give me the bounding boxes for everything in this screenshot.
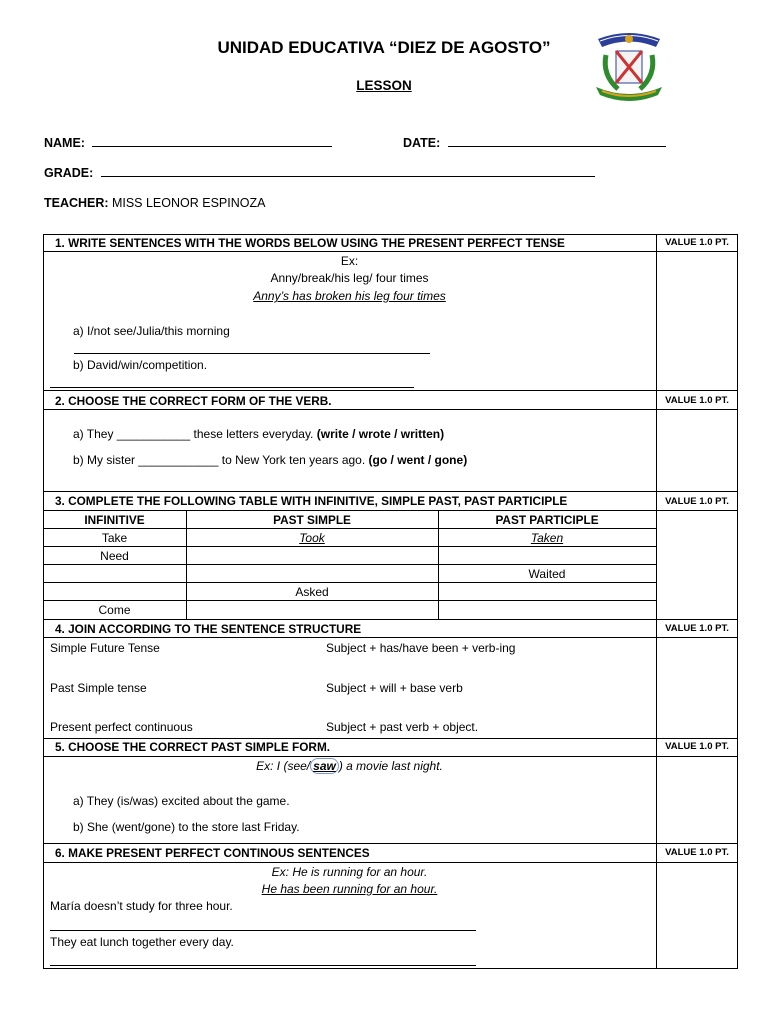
- col-past-participle: PAST PARTICIPLE: [495, 513, 599, 527]
- s5-example-pre: Ex: I (see/: [256, 759, 311, 773]
- section-6-heading: 6. MAKE PRESENT PERFECT CONTINOUS SENTENCES: [55, 846, 370, 860]
- s6-question-2: They eat lunch together every day.: [50, 935, 234, 949]
- s6-answer-line-1[interactable]: [50, 918, 476, 931]
- s1-answer-line-b[interactable]: [50, 375, 414, 388]
- value-label-6: VALUE 1.0 PT.: [665, 847, 729, 858]
- s2-item-b-options: (go / went / gone): [368, 453, 468, 467]
- value-label-3: VALUE 1.0 PT.: [665, 496, 729, 507]
- grade-field[interactable]: [44, 165, 595, 180]
- s1-answer-line-a[interactable]: [74, 341, 430, 354]
- section-5-heading: 5. CHOOSE THE CORRECT PAST SIMPLE FORM.: [55, 740, 331, 754]
- s5-item-b: b) She (went/gone) to the store last Friday.: [73, 820, 300, 834]
- s2-item-b: [73, 453, 467, 467]
- table-cell: Need: [100, 549, 129, 563]
- s6-question-1: María doesn’t study for three hour.: [50, 899, 233, 913]
- s5-item-a: a) They (is/was) excited about the game.: [73, 794, 290, 808]
- s1-ex-answer: Anny’s has broken his leg four times: [253, 289, 446, 303]
- table-cell: Taken: [530, 531, 564, 545]
- section-3-heading: 3. COMPLETE THE FOLLOWING TABLE WITH INFINITIVE, SIMPLE PAST, PAST PARTICIPLE: [55, 494, 568, 508]
- school-crest-logo: [592, 27, 666, 103]
- date-label: DATE:: [403, 136, 441, 150]
- s1-item-b: b) David/win/competition.: [73, 358, 208, 372]
- table-cell: Take: [101, 531, 128, 545]
- value-label-4: VALUE 1.0 PT.: [665, 623, 729, 634]
- teacher-field: [44, 196, 265, 210]
- s4-right-item: Subject + will + base verb: [326, 681, 463, 695]
- table-cell: Took: [299, 531, 325, 545]
- date-field[interactable]: [403, 135, 666, 150]
- name-field[interactable]: [44, 135, 332, 150]
- grade-blank[interactable]: [101, 165, 595, 177]
- table-cell: Come: [98, 603, 131, 617]
- value-label-5: VALUE 1.0 PT.: [665, 741, 729, 752]
- s4-left-item: Past Simple tense: [50, 681, 147, 695]
- s6-answer-line-2[interactable]: [50, 953, 476, 966]
- name-blank[interactable]: [92, 135, 332, 147]
- s5-example-post: ) a movie last night.: [338, 759, 443, 773]
- section-4-heading: 4. JOIN ACCORDING TO THE SENTENCE STRUCTURE: [55, 622, 362, 636]
- s4-left-item: Simple Future Tense: [50, 641, 160, 655]
- s6-example-2: He has been running for an hour.: [261, 882, 438, 896]
- s5-example: [43, 759, 656, 773]
- value-label-1: VALUE 1.0 PT.: [665, 237, 729, 248]
- s4-left-item: Present perfect continuous: [50, 720, 193, 734]
- col-past-simple: PAST SIMPLE: [273, 513, 351, 527]
- table-cell: Asked: [295, 585, 329, 599]
- col-infinitive: INFINITIVE: [84, 513, 145, 527]
- school-title: UNIDAD EDUCATIVA “DIEZ DE AGOSTO”: [217, 38, 551, 57]
- s1-ex-prompt: Anny/break/his leg/ four times: [270, 271, 429, 285]
- section-2-heading: 2. CHOOSE THE CORRECT FORM OF THE VERB.: [55, 394, 332, 408]
- s2-item-a-options: (write / wrote / written): [316, 427, 445, 441]
- table-cell: Waited: [528, 567, 566, 581]
- s1-item-a: a) I/not see/Julia/this morning: [73, 324, 230, 338]
- s6-example-1: Ex: He is running for an hour.: [271, 865, 428, 879]
- lesson-title: LESSON: [356, 78, 412, 93]
- name-label: NAME:: [44, 136, 85, 150]
- grade-label: GRADE:: [44, 166, 94, 180]
- s2-item-a-text: a) They ___________ these letters everyday.: [73, 427, 314, 441]
- s2-item-a: [73, 427, 444, 441]
- teacher-label: TEACHER:: [44, 196, 109, 210]
- value-label-2: VALUE 1.0 PT.: [665, 395, 729, 406]
- teacher-name: MISS LEONOR ESPINOZA: [111, 196, 266, 210]
- s4-right-item: Subject + past verb + object.: [326, 720, 479, 734]
- s1-ex-label: Ex:: [340, 254, 359, 268]
- s5-example-answer: saw: [310, 758, 339, 774]
- s4-right-item: Subject + has/have been + verb-ing: [326, 641, 516, 655]
- s2-item-b-text: b) My sister ____________ to New York ten years ago.: [73, 453, 366, 467]
- date-blank[interactable]: [448, 135, 666, 147]
- section-1-heading: 1. WRITE SENTENCES WITH THE WORDS BELOW USING THE PRESENT PERFECT TENSE: [55, 236, 565, 250]
